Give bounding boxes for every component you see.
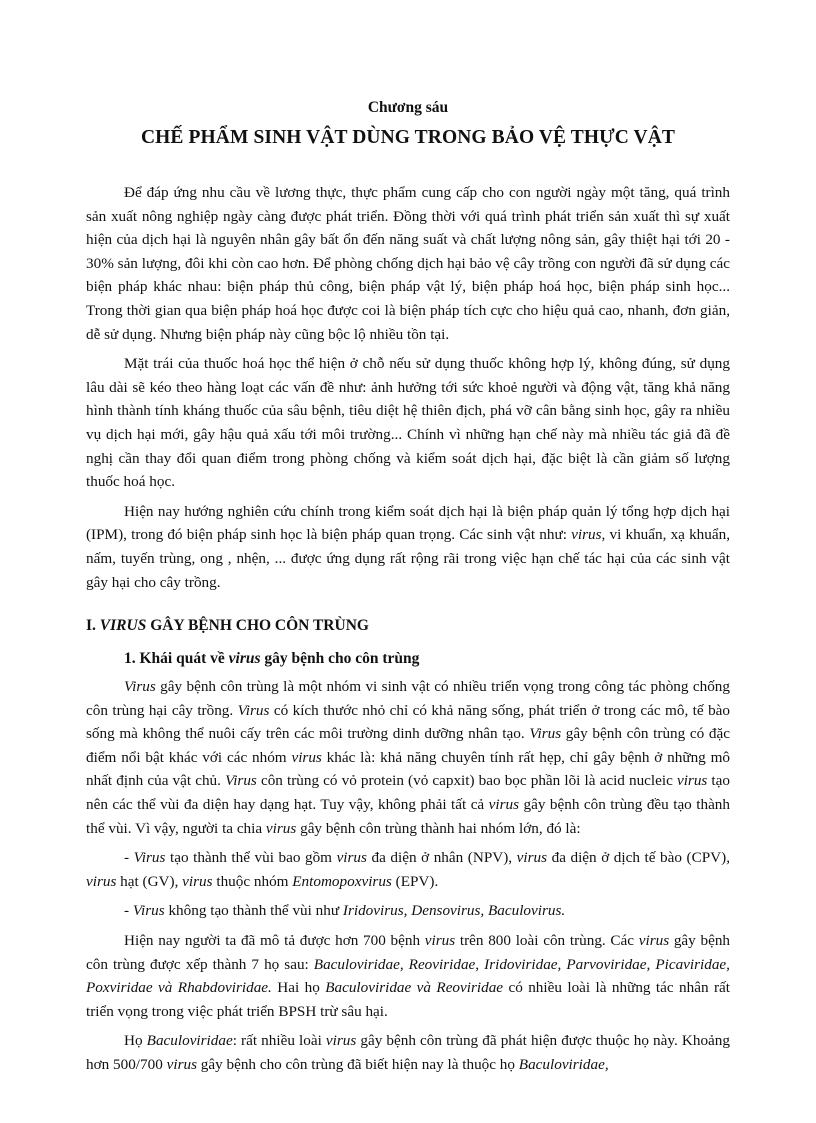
document-page [86,88,730,1077]
chapter-label: Chương sáu [367,99,449,116]
paragraph-drawbacks: Mặt trái của thuốc hoá học thể hiện ở chỗ nếu sử dụng thuốc không hợp lý, không đúng, sử dụng lâu dài sẽ kéo theo hàng loạt các vấn đề như: ảnh hưởng tới sức khoẻ người và động vật, tăng khả năng hình thành tính kháng thuốc của sâu bệnh, tiêu diệt hệ thiên địch, phá vỡ cân bằng sinh học, gây ra nhiều vụ dịch hại mới, gây hậu quả xấu tới môi trường... Chính vì những hạn chế này mà nhiều tác giả đã đề nghị cần thay đổi quan điểm trong phòng chống và kiểm soát dịch hại, đặc biệt là cần giảm số lượng thuốc hoá học. [86,355,730,491]
list-item-non-inclusion-virus: - Virus không tạo thành thể vùi như Iridovirus, Densovirus, Baculovirus. [124,902,566,920]
chapter-title: CHẾ PHẨM SINH VẬT DÙNG TRONG BẢO VỆ THỰC VẬT [140,127,676,148]
paragraph-ipm: Hiện nay hướng nghiên cứu chính trong kiểm soát dịch hại là biện pháp quản lý tổng hợp dịch hại (IPM), trong đó biện pháp sinh học là biện pháp quan trọng. Các sinh vật như: virus, vi khuẩn, xạ khuẩn, nấm, tuyến trùng, ong , nhện, ... được ứng dụng rất rộng rãi trong việc hạn chế tác hại của các sinh vật gây hại cho cây trồng. [86,502,730,591]
list-item-inclusion-virus: - Virus tạo thành thể vùi bao gồm virus đa diện ở nhân (NPV), virus đa diện ở dịch tế bào (CPV), virus hạt (GV), virus thuộc nhóm Entomopoxvirus (EPV). [86,849,730,890]
paragraph-virus-overview: Virus gây bệnh côn trùng là một nhóm vi sinh vật có nhiều triển vọng trong công tác phòng chống côn trùng hại cây trồng. Virus có kích thước nhỏ chỉ có khả năng sống, phát triển ở trong các mô, tế bào sống mà không thể nuôi cấy trên các môi trường dinh dưỡng nhân tạo. Virus gây bệnh côn trùng có đặc điểm nổi bật khác với các nhóm virus khác là: khả năng chuyên tính rất hẹp, chỉ gây bệnh ở những mô nhất định của vật chủ. Virus côn trùng có vỏ protein (vỏ capxit) bao bọc phần lõi là acid nucleic virus tạo nên các thể vùi đa diện hay dạng hạt. Tuy vậy, không phải tất cả virus gây bệnh côn trùng đều tạo thành thể vùi. Vì vậy, người ta chia virus gây bệnh côn trùng thành hai nhóm lớn, đó là: [86,678,730,837]
section-heading-virus: I. VIRUS GÂY BỆNH CHO CÔN TRÙNG [86,617,369,635]
paragraph-intro: Để đáp ứng nhu cầu về lương thực, thực phẩm cung cấp cho con người ngày một tăng, quá trình sản xuất nông nghiệp ngày càng được phát triển. Đồng thời với quá trình phát triển sản xuất thì sự xuất hiện của dịch hại là nguyên nhân gây bất ổn đến năng suất và chất lượng nông sản, gây thiệt hại tới 20 - 30% sản lượng, đôi khi còn cao hơn. Để phòng chống dịch hại bảo vệ cây trồng con người đã sử dụng các biện pháp khác nhau: biện pháp thủ công, biện pháp vật lý, biện pháp hoá học, biện pháp sinh học... Trong thời gian qua biện pháp hoá học được coi là biện pháp tích cực cho hiệu quả cao, nhanh, đơn giản, dễ sử dụng. Nhưng biện pháp này cũng bộc lộ nhiều tồn tại. [86,184,730,343]
paragraph-virus-families: Hiện nay người ta đã mô tả được hơn 700 bệnh virus trên 800 loài côn trùng. Các virus gây bệnh côn trùng được xếp thành 7 họ sau: Baculoviridae, Reoviridae, Iridoviridae, Parvoviridae, Picaviridae, Poxviridae và Rhabdoviridae. Hai họ Baculoviridae và Reoviridae có nhiều loài là những tác nhân rất triển vọng trong việc phát triển BPSH trừ sâu hại. [86,932,731,1020]
paragraph-baculoviridae: Họ Baculoviridae: rất nhiều loài virus gây bệnh côn trùng đã phát hiện được thuộc họ này. Khoảng hơn 500/700 virus gây bệnh cho côn trùng đã biết hiện nay là thuộc họ Baculoviridae, [86,1032,730,1073]
subsection-heading-overview: 1. Khái quát về virus gây bệnh cho côn trùng [124,650,420,668]
